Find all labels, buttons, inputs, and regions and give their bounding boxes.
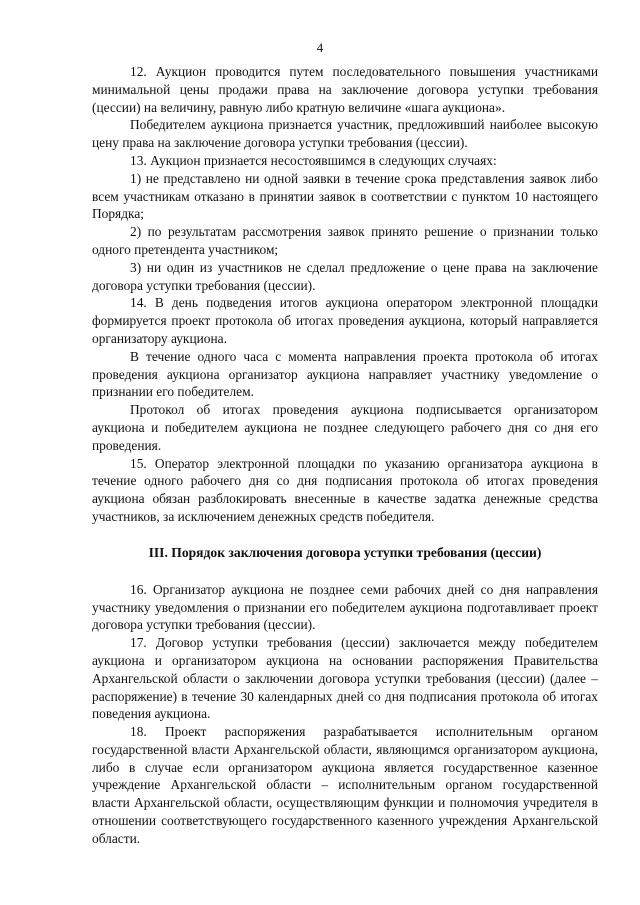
paragraph-13-case-2: 2) по результатам рассмотрения заявок принято решение о признании только одного претендента участником; bbox=[92, 224, 598, 257]
paragraph-12-winner: Победителем аукциона признается участник, предложивший наиболее высокую цену права на заключение договора уступки требования (цессии). bbox=[92, 117, 598, 151]
paragraph-14-protocol: Протокол об итогах проведения аукциона подписывается организатором аукциона и победителем аукциона не позднее следующего рабочего дня со дня его проведения. bbox=[92, 402, 598, 453]
paragraph-12: 12. Аукцион проводится путем последовательного повышения участниками минимальной цены продажи права на заключение договора уступки требования (цессии) на величину, равную либо кратную величине «шага аукциона». bbox=[92, 64, 598, 115]
section-heading: III. Порядок заключения договора уступки требования (цессии) bbox=[148, 544, 542, 560]
paragraph-15: 15. Оператор электронной площадки по указанию организатора аукциона в течение одного рабочего дня со дня подписания протокола об итогах проведения аукциона обязан разблокировать внесенные в качестве задатка денежные средства участников, за исключением денежных средств победителя. bbox=[92, 455, 598, 524]
paragraph-18: 18. Проект распоряжения разрабатывается исполнительным органом государственной власти Архангельской области, являющимся организатором аукциона, либо в случае если организатором аукциона является государственное казенное учреждение Архангельской области – исполнительным органом государственной власти Архангельской области, осуществляющим функции и полномочия учредителя в отношении соответствующего государственного казенного учреждения Архангельской области. bbox=[92, 724, 598, 846]
paragraph-13-case-1: 1) не представлено ни одной заявки в течение срока представления заявок либо всем участникам отказано в принятии заявок в соответствии с пунктом 10 настоящего Порядка; bbox=[92, 170, 598, 222]
paragraph-13: 13. Аукцион признается несостоявшимся в следующих случаях: bbox=[130, 152, 497, 168]
document-body bbox=[92, 63, 598, 848]
paragraph-13-case-3: 3) ни один из участников не сделал предложение о цене права на заключение договора уступки требования (цессии). bbox=[92, 259, 598, 293]
paragraph-17: 17. Договор уступки требования (цессии) заключается между победителем аукциона и организатором аукциона на основании распоряжения Правительства Архангельской области о заключении договора уступки требования (цессии) (далее – распоряжение) в течение 30 календарных дней со дня подписания протокола об итогах поведения аукциона. bbox=[92, 635, 598, 722]
page-number: 4 bbox=[316, 40, 324, 55]
paragraph-16: 16. Организатор аукциона не позднее семи рабочих дней со дня направления участнику уведомления о признании его победителем аукциона подготавливает проект договора уступки требования (цессии). bbox=[92, 581, 598, 633]
paragraph-14-notice: В течение одного часа с момента направления проекта протокола об итогах проведения аукциона организатор аукциона направляет участнику уведомление о признании его победителем. bbox=[92, 348, 598, 400]
paragraph-14: 14. В день подведения итогов аукциона оператором электронной площадки формируется проект протокола об итогах проведения аукциона, который направляется организатору аукциона. bbox=[92, 295, 598, 346]
